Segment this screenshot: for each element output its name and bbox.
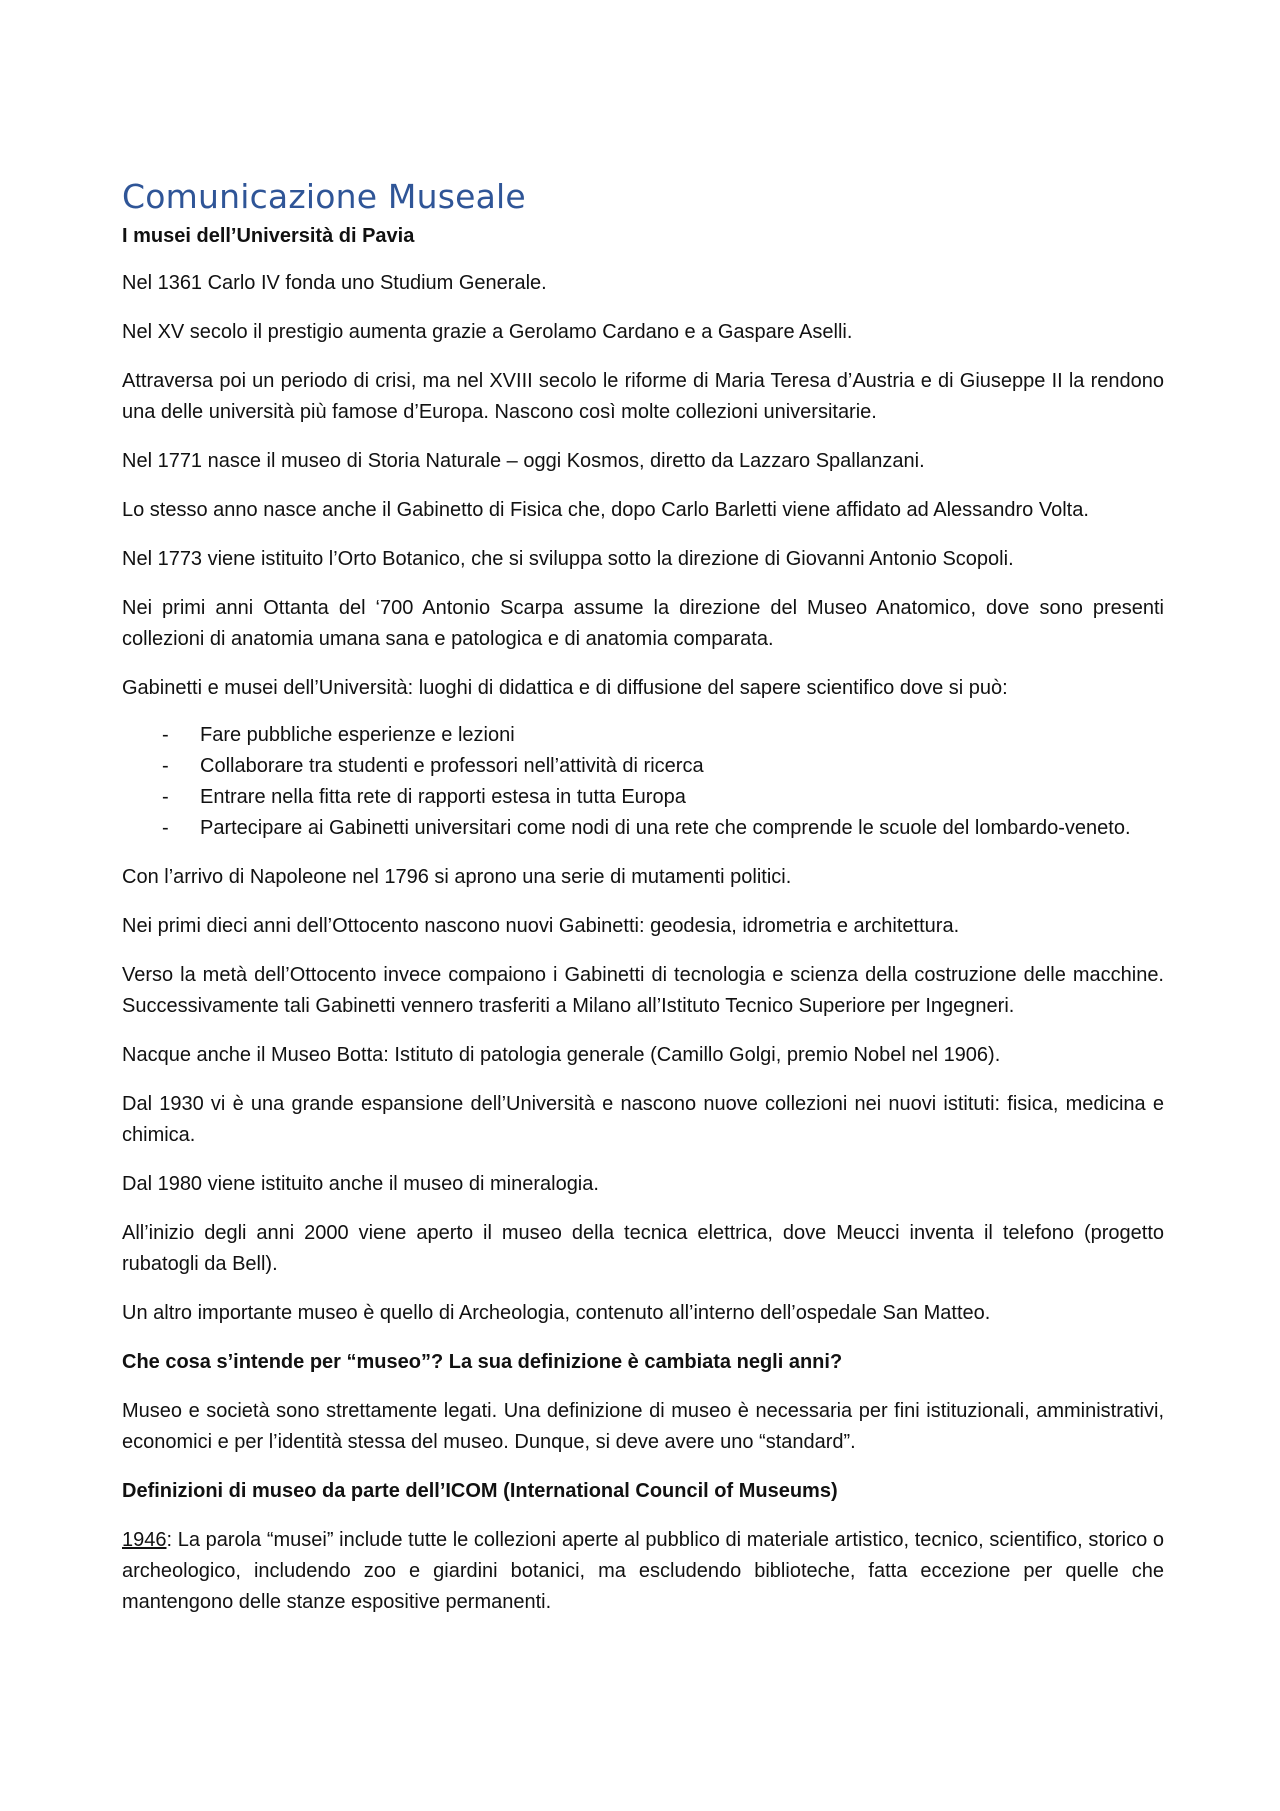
paragraph: Verso la metà dell’Ottocento invece compaiono i Gabinetti di tecnologia e scienza della costruzione delle macchine. Successivamente tali Gabinetti vennero trasferiti a Milano all’Istituto Tecnico Superiore per Ingegneri.: [122, 964, 1164, 1017]
dash-bullet: -: [162, 755, 169, 777]
paragraph: Nei primi dieci anni dell’Ottocento nascono nuovi Gabinetti: geodesia, idrometria e architettura.: [122, 915, 960, 937]
list-item: [122, 751, 1164, 782]
paragraph: All’inizio degli anni 2000 viene aperto il museo della tecnica elettrica, dove Meucci inventa il telefono (progetto rubatogli da Bell).: [122, 1222, 1164, 1275]
dash-bullet: -: [162, 724, 169, 746]
paragraph: Nacque anche il Museo Botta: Istituto di patologia generale (Camillo Golgi, premio Nobel nel 1906).: [122, 1044, 1001, 1066]
paragraph: Nel 1361 Carlo IV fonda uno Studium Generale.: [122, 272, 547, 294]
paragraph: Lo stesso anno nasce anche il Gabinetto di Fisica che, dopo Carlo Barletti viene affidato ad Alessandro Volta.: [122, 499, 1089, 521]
activities-list: [122, 720, 1164, 844]
paragraph: Dal 1980 viene istituito anche il museo di mineralogia.: [122, 1173, 599, 1195]
paragraph: Nel XV secolo il prestigio aumenta grazie a Gerolamo Cardano e a Gaspare Aselli.: [122, 321, 853, 343]
paragraph: Nei primi anni Ottanta del ‘700 Antonio Scarpa assume la direzione del Museo Anatomico, dove sono presenti collezioni di anatomia umana sana e patologica e di anatomia comparata.: [122, 597, 1164, 650]
document-title: Comunicazione Museale: [122, 177, 526, 216]
question-heading: Che cosa s’intende per “museo”? La sua definizione è cambiata negli anni?: [122, 1351, 843, 1373]
list-item-text: Fare pubbliche esperienze e lezioni: [200, 724, 515, 746]
list-item: [122, 782, 1164, 813]
paragraph: Attraversa poi un periodo di crisi, ma nel XVIII secolo le riforme di Maria Teresa d’Austria e di Giuseppe II la rendono una delle università più famose d’Europa. Nascono così molte collezioni universitarie.: [122, 370, 1164, 423]
list-item-text: Collaborare tra studenti e professori nell’attività di ricerca: [200, 755, 704, 777]
definition-text: : La parola “musei” include tutte le collezioni aperte al pubblico di materiale artistico, tecnico, scientifico, storico o archeologico, includendo zoo e giardini botanici, ma escludendo biblioteche, fatta eccezione per quelle che mantengono delle stanze espositive permanenti.: [122, 1529, 1164, 1613]
paragraph: Un altro importante museo è quello di Archeologia, contenuto all’interno dell’ospedale San Matteo.: [122, 1302, 991, 1324]
definition-year: 1946: [122, 1529, 167, 1551]
document-subtitle: I musei dell’Università di Pavia: [122, 225, 415, 247]
question-answer: Museo e società sono strettamente legati. Una definizione di museo è necessaria per fini istituzionali, amministrativi, economici e per l’identità stessa del museo. Dunque, si deve avere uno “standard”.: [122, 1400, 1164, 1453]
dash-bullet: -: [162, 817, 169, 839]
icom-heading: Definizioni di museo da parte dell’ICOM (International Council of Museums): [122, 1480, 838, 1502]
paragraph: Nel 1771 nasce il museo di Storia Naturale – oggi Kosmos, diretto da Lazzaro Spallanzani.: [122, 450, 925, 472]
paragraph: Dal 1930 vi è una grande espansione dell’Università e nascono nuove collezioni nei nuovi istituti: fisica, medicina e chimica.: [122, 1093, 1164, 1146]
paragraph: Nel 1773 viene istituito l’Orto Botanico, che si sviluppa sotto la direzione di Giovanni Antonio Scopoli.: [122, 548, 1014, 570]
list-item-text: Entrare nella fitta rete di rapporti estesa in tutta Europa: [200, 786, 686, 808]
list-item: [122, 720, 1164, 751]
paragraph: Gabinetti e musei dell’Università: luoghi di didattica e di diffusione del sapere scientifico dove si può:: [122, 677, 1008, 699]
paragraph: Con l’arrivo di Napoleone nel 1796 si aprono una serie di mutamenti politici.: [122, 866, 792, 888]
dash-bullet: -: [162, 786, 169, 808]
icom-definition-1946: [122, 1525, 1164, 1618]
list-item: [122, 813, 1164, 844]
list-item-text: Partecipare ai Gabinetti universitari come nodi di una rete che comprende le scuole del lombardo-veneto.: [200, 817, 1131, 839]
